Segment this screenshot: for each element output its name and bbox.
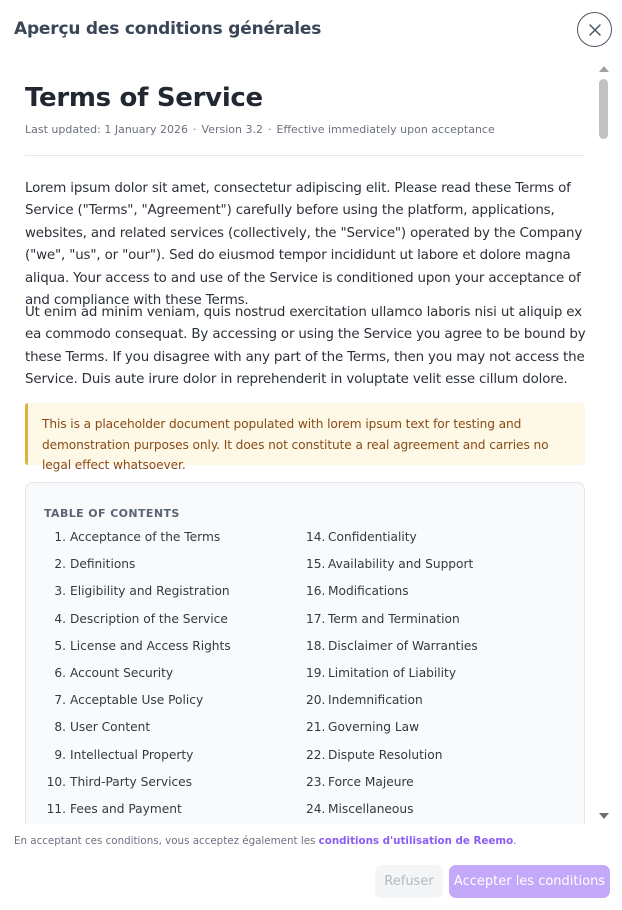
toc-item[interactable]: [44, 775, 294, 802]
toc-item[interactable]: [306, 530, 566, 557]
consent-suffix: .: [513, 835, 517, 847]
toc-item-label: License and Access Rights: [70, 638, 231, 653]
toc-item-label: Indemnification: [328, 693, 423, 708]
toc-item[interactable]: [306, 775, 566, 802]
toc-item-label: Acceptable Use Policy: [70, 693, 204, 708]
scroll-thumb[interactable]: [599, 79, 608, 139]
toc-item-number: 18.: [306, 638, 326, 653]
paragraph-acceptance: Ut enim ad minim veniam, quis nostrud exercitation ullamco laboris nisi ut aliquip ex ea commodo consequat. By accessing or using the Service you agree to be bound by these Terms. If you disagree with any part of the Terms, then you may not access the Service. Duis aute irure dolor in reprehenderit in voluptate velit esse cillum dolore.: [25, 305, 586, 388]
toc-item-label: Description of the Service: [70, 611, 228, 626]
toc-item[interactable]: [306, 720, 566, 747]
toc-item-label: Governing Law: [328, 720, 420, 735]
table-of-contents: [25, 482, 585, 824]
toc-item-label: Intellectual Property: [70, 747, 194, 762]
toc-item[interactable]: [44, 557, 294, 584]
toc-item-number: 23.: [306, 774, 326, 789]
toc-item-number: 21.: [306, 720, 326, 735]
meta-separator: ·: [193, 123, 197, 136]
consent-prefix: En acceptant ces conditions, vous acceptez également les: [14, 835, 319, 847]
toc-item-number: 7.: [54, 693, 66, 708]
toc-item-number: 11.: [46, 801, 66, 816]
scroll-down-icon[interactable]: [599, 813, 609, 819]
toc-item[interactable]: [306, 584, 566, 611]
meta-separator: ·: [268, 123, 272, 136]
toc-item[interactable]: [44, 612, 294, 639]
toc-item-label: Acceptance of the Terms: [70, 530, 221, 544]
toc-item-label: Modifications: [328, 584, 409, 599]
effective-date: Effective immediately upon acceptance: [276, 123, 495, 136]
close-button[interactable]: [577, 12, 612, 47]
toc-item-label: Eligibility and Registration: [70, 584, 230, 599]
toc-item[interactable]: [306, 666, 566, 693]
reemo-terms-link[interactable]: conditions d'utilisation de Reemo: [318, 835, 514, 847]
toc-item[interactable]: [306, 748, 566, 775]
toc-item-label: Term and Termination: [328, 611, 460, 626]
toc-item-number: 1.: [54, 530, 66, 544]
refuse-button[interactable]: Refuser: [375, 865, 443, 898]
toc-column-right: [306, 530, 566, 824]
toc-column-left: [44, 530, 294, 824]
toc-item-number: 5.: [54, 638, 66, 653]
modal-title: Aperçu des conditions générales: [14, 19, 322, 39]
toc-item[interactable]: [44, 748, 294, 775]
document-viewport[interactable]: [0, 60, 600, 824]
toc-item-label: Availability and Support: [328, 557, 474, 572]
toc-item-number: 19.: [306, 665, 326, 680]
accept-button[interactable]: Accepter les conditions: [449, 865, 610, 898]
toc-item[interactable]: [44, 639, 294, 666]
toc-item-number: 4.: [54, 611, 66, 626]
toc-item-label: Third-Party Services: [70, 774, 193, 789]
toc-item-number: 6.: [54, 665, 66, 680]
toc-item-number: 20.: [306, 693, 326, 708]
toc-item-number: 22.: [306, 747, 326, 762]
document-meta: [25, 123, 495, 136]
toc-item-label: Force Majeure: [328, 774, 414, 789]
toc-item-label: Confidentiality: [328, 530, 417, 544]
toc-item-label: User Content: [70, 720, 151, 735]
document-scrollbar[interactable]: [597, 62, 611, 822]
toc-item-number: 14.: [306, 530, 326, 544]
toc-item-number: 3.: [54, 584, 66, 599]
placeholder-notice: This is a placeholder document populated with lorem ipsum text for testing and demonstration purposes only. It does not constitute a real agreement and carries no legal effect whatsoever.: [25, 403, 585, 465]
toc-item-number: 8.: [54, 720, 66, 735]
toc-item[interactable]: [44, 720, 294, 747]
toc-item-label: Limitation of Liability: [328, 665, 457, 680]
toc-item-label: Dispute Resolution: [328, 747, 443, 762]
toc-item[interactable]: [44, 802, 294, 824]
toc-item[interactable]: [44, 584, 294, 611]
scroll-up-icon[interactable]: [599, 66, 609, 72]
paragraph-intro: Lorem ipsum dolor sit amet, consectetur adipiscing elit. Please read these Terms of Service ("Terms", "Agreement") carefully before using the platform, applications, websites, and related services (collectively, the "Service") operated by the Company ("we", "us", or "our"). Sed do eiusmod tempor incididunt ut labore et dolore magna aliqua. Your access to and use of the Service is conditioned upon your acceptance of and compliance with these Terms.: [25, 181, 583, 309]
last-updated: Last updated: 1 January 2026: [25, 123, 189, 136]
toc-item-label: Disclaimer of Warranties: [328, 638, 478, 653]
toc-item[interactable]: [306, 557, 566, 584]
toc-item-number: 24.: [306, 801, 326, 816]
toc-item-number: 9.: [54, 747, 66, 762]
toc-item[interactable]: [44, 666, 294, 693]
toc-item[interactable]: [44, 693, 294, 720]
toc-item-number: 10.: [46, 774, 66, 789]
toc-item-number: 16.: [306, 584, 326, 599]
document-title: Terms of Service: [25, 83, 263, 113]
toc-item-number: 17.: [306, 611, 326, 626]
toc-item[interactable]: [306, 612, 566, 639]
divider: [25, 155, 585, 156]
close-icon: [588, 23, 602, 37]
toc-item[interactable]: [44, 530, 294, 557]
toc-item[interactable]: [306, 639, 566, 666]
modal-header: [0, 0, 622, 60]
toc-heading: TABLE OF CONTENTS: [44, 507, 180, 520]
toc-item-label: Definitions: [70, 557, 136, 572]
toc-item-label: Account Security: [70, 665, 174, 680]
toc-item-number: 2.: [54, 557, 66, 572]
toc-item-number: 15.: [306, 557, 326, 572]
version: Version 3.2: [201, 123, 263, 136]
toc-item[interactable]: [306, 802, 566, 824]
toc-item-label: Miscellaneous: [328, 801, 414, 816]
toc-item-label: Fees and Payment: [70, 801, 182, 816]
toc-item[interactable]: [306, 693, 566, 720]
consent-note: [14, 835, 516, 847]
